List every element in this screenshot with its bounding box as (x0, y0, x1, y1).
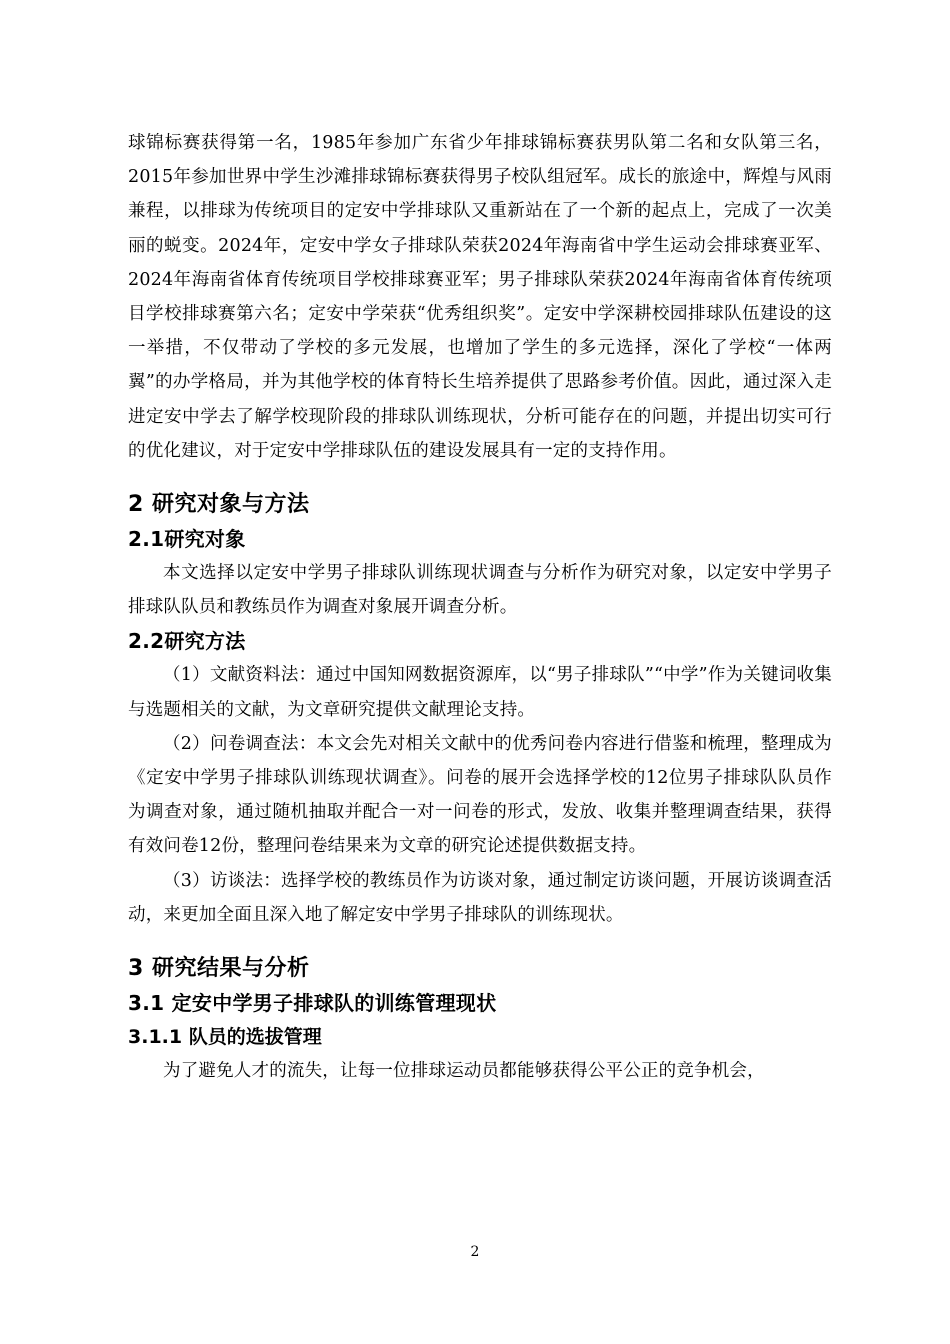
method-questionnaire: （2）问卷调查法：本文会先对相关文献中的优秀问卷内容进行借鉴和梳理，整理成为《定安中学男子排球队训练现状调查》。问卷的展开会选择学校的12位男子排球队队员作为调查对象，通过随机抽取并配合一对一问卷的形式，发放、收集并整理调查结果，获得有效问卷12份，整理问卷结果来为文章的研究论述提供数据支持。 (128, 733, 832, 857)
section-3-1-1-paragraph: 为了避免人才的流失，让每一位排球运动员都能够获得公平公正的竞争机会， (163, 1061, 765, 1082)
section-2-1-heading: 2.1研究对象 (128, 527, 246, 552)
method-literature: （1）文献资料法：通过中国知网数据资源库，以“男子排球队”“中学”作为关键词收集与选题相关的文献，为文章研究提供文献理论支持。 (128, 665, 832, 720)
section-2-heading: 2 研究对象与方法 (128, 492, 310, 518)
method-interview: （3）访谈法：选择学校的教练员作为访谈对象，通过制定访谈问题，开展访谈调查活动，来更加全面且深入地了解定安中学男子排球队的训练现状。 (128, 870, 832, 925)
intro-paragraph: 球锦标赛获得第一名，1985年参加广东省少年排球锦标赛获男队第二名和女队第三名，2015年参加世界中学生沙滩排球锦标赛获得男子校队组冠军。成长的旅途中，辉煌与风雨兼程，以排球为传统项目的定安中学排球队又重新站在了一个新的起点上，完成了一次美丽的蜕变。2024年，定安中学女子排球队荣获2024年海南省中学生运动会排球赛亚军、2024年海南省体育传统项目学校排球赛亚军；男子排球队荣获2024年海南省体育传统项目学校排球赛第六名；定安中学荣获“优秀组织奖”。定安中学深耕校园排球队伍建设的这一举措，不仅带动了学校的多元发展，也增加了学生的多元选择，深化了学校“一体两翼”的办学格局，并为其他学校的体育特长生培养提供了思路参考价值。因此，通过深入走进定安中学去了解学校现阶段的排球队训练现状，分析可能存在的问题，并提出切实可行的优化建议，对于定安中学排球队伍的建设发展具有一定的支持作用。 (128, 133, 832, 461)
section-2-1-paragraph: 本文选择以定安中学男子排球队训练现状调查与分析作为研究对象，以定安中学男子排球队队员和教练员作为调查对象展开调查分析。 (128, 563, 832, 618)
spacer (128, 468, 832, 488)
page-number: 2 (470, 1244, 480, 1260)
page-content (128, 126, 832, 1088)
section-3-1-1-heading: 3.1.1 队员的选拔管理 (128, 1026, 322, 1049)
section-3-heading: 3 研究结果与分析 (128, 956, 310, 982)
section-3-1-heading: 3.1 定安中学男子排球队的训练管理现状 (128, 991, 497, 1016)
spacer (128, 932, 832, 952)
section-2-2-heading: 2.2研究方法 (128, 629, 246, 654)
